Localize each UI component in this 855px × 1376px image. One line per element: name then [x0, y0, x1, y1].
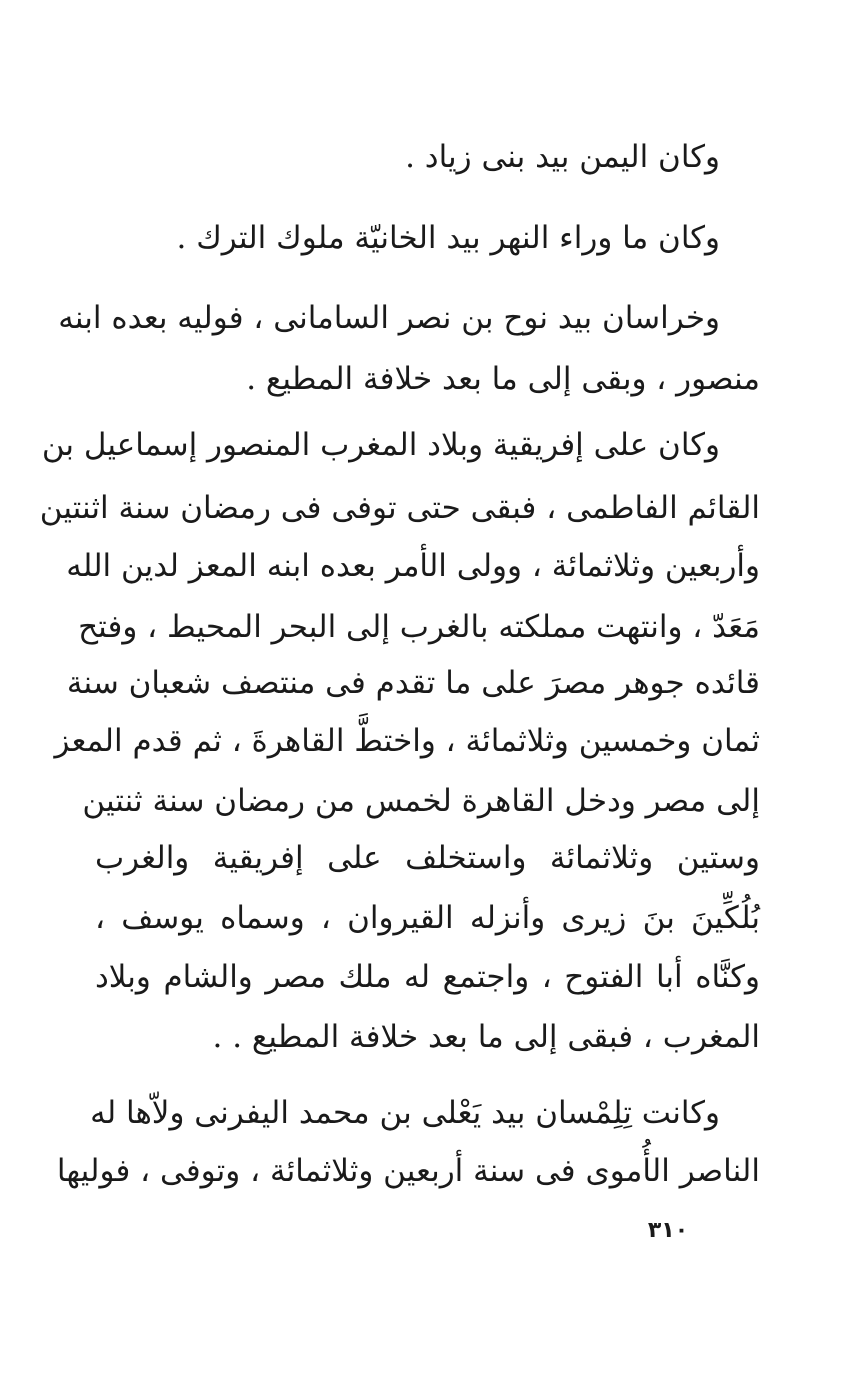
page-number: ٣١٠ [647, 1218, 689, 1243]
text-line: الناصر الأُموى فى سنة أربعين وثلاثمائة ، وتوفى ، فوليها [56, 1153, 760, 1189]
text-line: منصور ، وبقى إلى ما بعد خلافة المطيع . [246, 361, 760, 397]
text-line: مَعَدّ ، وانتهت مملكته بالغرب إلى البحر المحيط ، وفتح [78, 609, 760, 645]
text-line: وكنَّاه أبا الفتوح ، واجتمع له ملك مصر والشام وبلاد [95, 959, 760, 995]
text-line: المغرب ، فبقى إلى ما بعد خلافة المطيع . . [212, 1019, 760, 1055]
text-line: وخراسان بيد نوح بن نصر السامانى ، فوليه بعده ابنه [58, 300, 720, 336]
text-line: وكان ما وراء النهر بيد الخانيّة ملوك الترك . [176, 220, 720, 256]
text-line: إلى مصر ودخل القاهرة لخمس من رمضان سنة ثنتين [82, 783, 760, 819]
text-line: ثمان وخمسين وثلاثمائة ، واختطَّ القاهرةَ ، ثم قدم المعز [54, 723, 760, 759]
text-line: قائده جوهر مصرَ على ما تقدم فى منتصف شعبان سنة [66, 665, 760, 701]
text-line: وكان على إفريقية وبلاد المغرب المنصور إسماعيل بن [41, 427, 720, 463]
text-line: وكان اليمن بيد بنى زياد . [405, 139, 720, 175]
text-line: وستين وثلاثمائة واستخلف على إفريقية والغرب [95, 840, 760, 876]
text-line: وأربعين وثلاثمائة ، وولى الأمر بعده ابنه المعز لدين الله [66, 548, 760, 584]
text-line: وكانت تِلِمْسان بيد يَعْلى بن محمد اليفرنى ولاّها له [90, 1095, 720, 1131]
text-line: القائم الفاطمى ، فبقى حتى توفى فى رمضان سنة اثنتين [39, 490, 760, 526]
text-line: بُلُكِّينَ بنَ زيرى وأنزله القيروان ، وسماه يوسف ، [95, 900, 760, 936]
